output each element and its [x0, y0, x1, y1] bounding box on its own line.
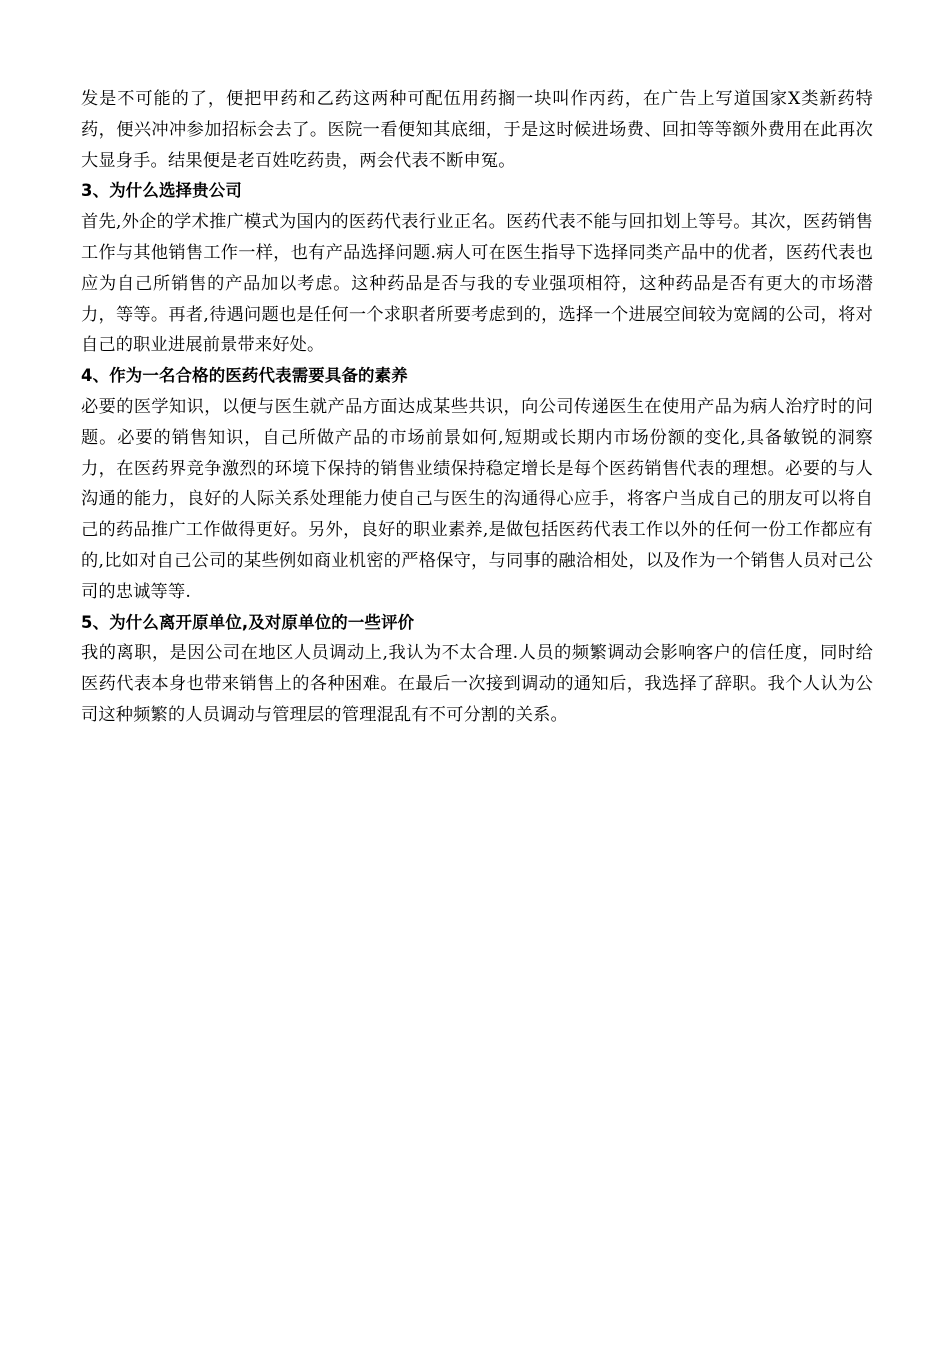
document-body [81, 84, 873, 731]
paragraph-intro-continuation: 发是不可能的了，便把甲药和乙药这两种可配伍用药搁一块叫作丙药，在广告上写道国家X类新药特药，便兴冲冲参加招标会去了。医院一看便知其底细，于是这时候进场费、回扣等等额外费用在此再次大显身手。结果便是老百姓吃药贵，两会代表不断申冤。 [81, 89, 873, 171]
heading-qualified-rep-qualities: 4、作为一名合格的医药代表需要具备的素养 [81, 366, 408, 386]
heading-why-choose-company: 3、为什么选择贵公司 [81, 181, 242, 201]
paragraph-qualified-rep-qualities: 必要的医学知识，以便与医生就产品方面达成某些共识，向公司传递医生在使用产品为病人治疗时的问题。必要的销售知识，自己所做产品的市场前景如何,短期或长期内市场份额的变化,具备敏锐的洞察力，在医药界竞争激烈的环境下保持的销售业绩保持稳定增长是每个医药销售代表的理想。必要的与人沟通的能力，良好的人际关系处理能力使自己与医生的沟通得心应手，将客户当成自己的朋友可以将自己的药品推广工作做得更好。另外，良好的职业素养,是做包括医药代表工作以外的任何一份工作都应有的,比如对自己公司的某些例如商业机密的严格保守，与同事的融洽相处，以及作为一个销售人员对己公司的忠诚等等. [81, 396, 873, 602]
heading-why-leave-previous-employer: 5、为什么离开原单位,及对原单位的一些评价 [81, 612, 415, 632]
paragraph-why-leave-previous-employer: 我的离职，是因公司在地区人员调动上,我认为不太合理.人员的频繁调动会影响客户的信任度，同时给医药代表本身也带来销售上的各种困难。在最后一次接到调动的通知后，我选择了辞职。我个人认为公司这种频繁的人员调动与管理层的管理混乱有不可分割的关系。 [81, 643, 873, 725]
paragraph-why-choose-company: 首先,外企的学术推广模式为国内的医药代表行业正名。医药代表不能与回扣划上等号。其次，医药销售工作与其他销售工作一样，也有产品选择问题.病人可在医生指导下选择同类产品中的优者，医药代表也应为自己所销售的产品加以考虑。这种药品是否与我的专业强项相符，这种药品是否有更大的市场潜力，等等。再者,待遇问题也是任何一个求职者所要考虑到的，选择一个进展空间较为宽阔的公司，将对自己的职业进展前景带来好处。 [81, 212, 873, 356]
